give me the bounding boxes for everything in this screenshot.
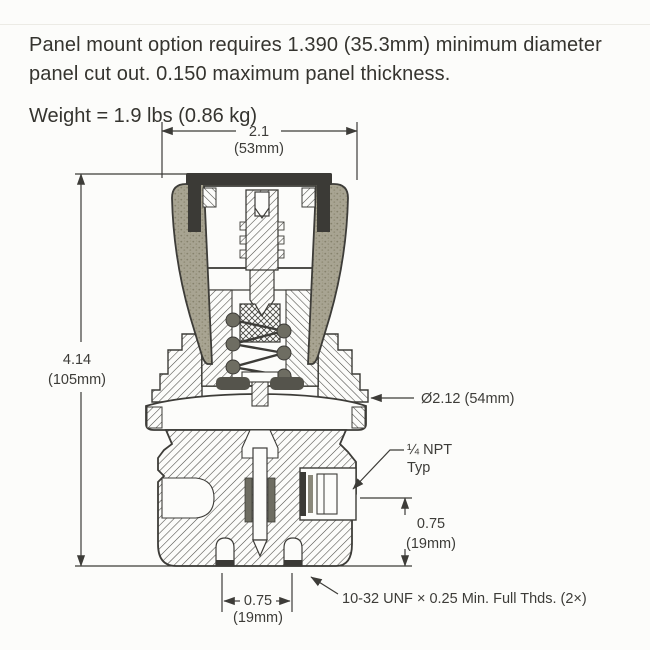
cap-seal-left bbox=[203, 188, 216, 207]
panel-note-line2: panel cut out. 0.150 maximum panel thickness. bbox=[29, 63, 451, 85]
mounting-hole-right-thread bbox=[284, 560, 302, 566]
panel-note-line1: Panel mount option requires 1.390 (35.3mm) minimum diameter bbox=[29, 34, 602, 56]
poppet-spring-right bbox=[268, 478, 275, 522]
weight-note: Weight = 1.9 lbs (0.86 kg) bbox=[29, 105, 258, 127]
flange-clamp-right bbox=[352, 407, 365, 428]
flange-clamp-left bbox=[147, 407, 162, 428]
cap-seal-right bbox=[302, 188, 315, 207]
dim-overall-width bbox=[162, 122, 357, 180]
bonnet-spring-assembly bbox=[202, 268, 318, 406]
port-thread-line1: ¼ NPT bbox=[407, 442, 453, 458]
poppet-spring-left bbox=[245, 478, 252, 522]
cap-leg-left bbox=[188, 184, 201, 232]
hole-spacing-in: 0.75 bbox=[243, 593, 273, 609]
port-thread-line2: Typ bbox=[407, 460, 431, 476]
mounting-thread-label: 10-32 UNF × 0.25 Min. Full Thds. (2×) bbox=[342, 591, 587, 607]
dim-bonnet-diameter bbox=[371, 391, 514, 407]
diaphragm-hub bbox=[252, 382, 268, 406]
side-port bbox=[300, 468, 356, 520]
knob-cap bbox=[186, 173, 332, 185]
bonnet-diameter-label: Ø2.12 (54mm) bbox=[421, 391, 515, 407]
hole-spacing-mm: (19mm) bbox=[233, 610, 283, 626]
cap-leg-right bbox=[317, 184, 330, 232]
poppet-stem bbox=[253, 448, 267, 540]
dim-width-in: 2.1 bbox=[248, 124, 270, 140]
bonnet-hex-right bbox=[318, 334, 368, 402]
dim-port-height bbox=[360, 498, 456, 566]
port-gland-ring bbox=[308, 475, 313, 513]
mounting-hole-left-thread bbox=[216, 560, 234, 566]
dim-width-mm: (53mm) bbox=[234, 141, 284, 157]
diaphragm-left bbox=[216, 377, 250, 390]
port-seat-ring bbox=[300, 472, 306, 516]
port-height-in: 0.75 bbox=[416, 516, 446, 532]
dim-hole-spacing bbox=[222, 573, 292, 626]
dim-height-mm: (105mm) bbox=[47, 372, 107, 388]
screw-hex-socket bbox=[255, 192, 269, 216]
port-height-mm: (19mm) bbox=[406, 536, 456, 552]
body-left-chamber bbox=[162, 478, 214, 518]
bonnet-hex-left bbox=[152, 334, 202, 402]
dim-height-in: 4.14 bbox=[62, 352, 92, 368]
port-piston bbox=[317, 474, 337, 514]
diaphragm-right bbox=[270, 377, 304, 390]
label-port-thread bbox=[353, 442, 452, 489]
label-mounting-thread bbox=[311, 577, 587, 607]
adjusting-screw bbox=[240, 190, 284, 270]
